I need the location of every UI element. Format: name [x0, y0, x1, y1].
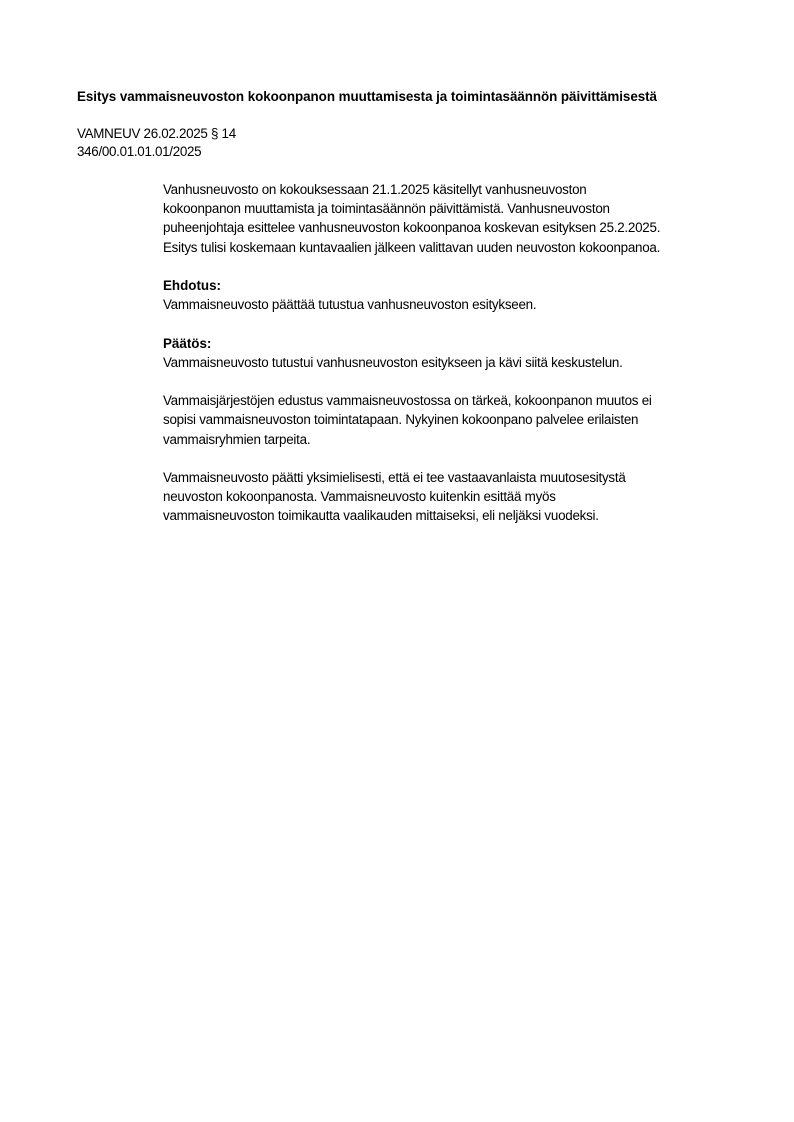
- text-line: Vammaisneuvosto päätti yksimielisesti, että ei tee vastaavanlaista muutosesitystä: [163, 469, 626, 485]
- proposal-section: [163, 276, 743, 314]
- text-line: sopisi vammaisneuvoston toimintatapaan. Nykyinen kokoonpano palvelee erilaisten: [163, 412, 639, 428]
- page-title: Esitys vammaisneuvoston kokoonpanon muuttamisesta ja toimintasäännön päivittämisestä: [77, 89, 657, 104]
- proposal-heading: Ehdotus:: [163, 278, 222, 293]
- decision-paragraph-2: [163, 391, 743, 449]
- document-body: [163, 180, 743, 545]
- proposal-text: Vammaisneuvosto päättää tutustua vanhusneuvoston esitykseen.: [163, 297, 537, 313]
- text-line: Vammaisjärjestöjen edustus vammaisneuvostossa on tärkeä, kokoonpanon muutos ei: [163, 393, 652, 409]
- decision-text: Vammaisneuvosto tutustui vanhusneuvoston esitykseen ja kävi siitä keskustelun.: [163, 354, 623, 370]
- text-line: Vanhusneuvosto on kokouksessaan 21.1.2025 käsitellyt vanhusneuvoston: [163, 182, 587, 197]
- intro-paragraph: [163, 180, 743, 257]
- text-line: neuvoston kokoonpanosta. Vammaisneuvosto kuitenkin esittää myös: [163, 489, 556, 505]
- text-line: kokoonpanon muuttamista ja toimintasäännön päivittämistä. Vanhusneuvoston: [163, 201, 610, 217]
- text-line: Esitys tulisi koskemaan kuntavaalien jälkeen valittavan uuden neuvoston kokoonpanoa.: [163, 239, 661, 255]
- text-line: puheenjohtaja esittelee vanhusneuvoston kokoonpanoa koskevan esityksen 25.2.2025.: [163, 220, 661, 236]
- decision-section: [163, 334, 743, 372]
- case-number: 346/00.01.01.01/2025: [77, 144, 202, 159]
- decision-paragraph-3: [163, 468, 743, 526]
- meeting-reference: VAMNEUV 26.02.2025 § 14: [77, 126, 236, 141]
- text-line: vammaisryhmien tarpeita.: [163, 431, 311, 447]
- text-line: vammaisneuvoston toimikautta vaalikauden mittaiseksi, eli neljäksi vuodeksi.: [163, 508, 599, 524]
- document-meta: [77, 125, 236, 161]
- decision-heading: Päätös:: [163, 335, 212, 351]
